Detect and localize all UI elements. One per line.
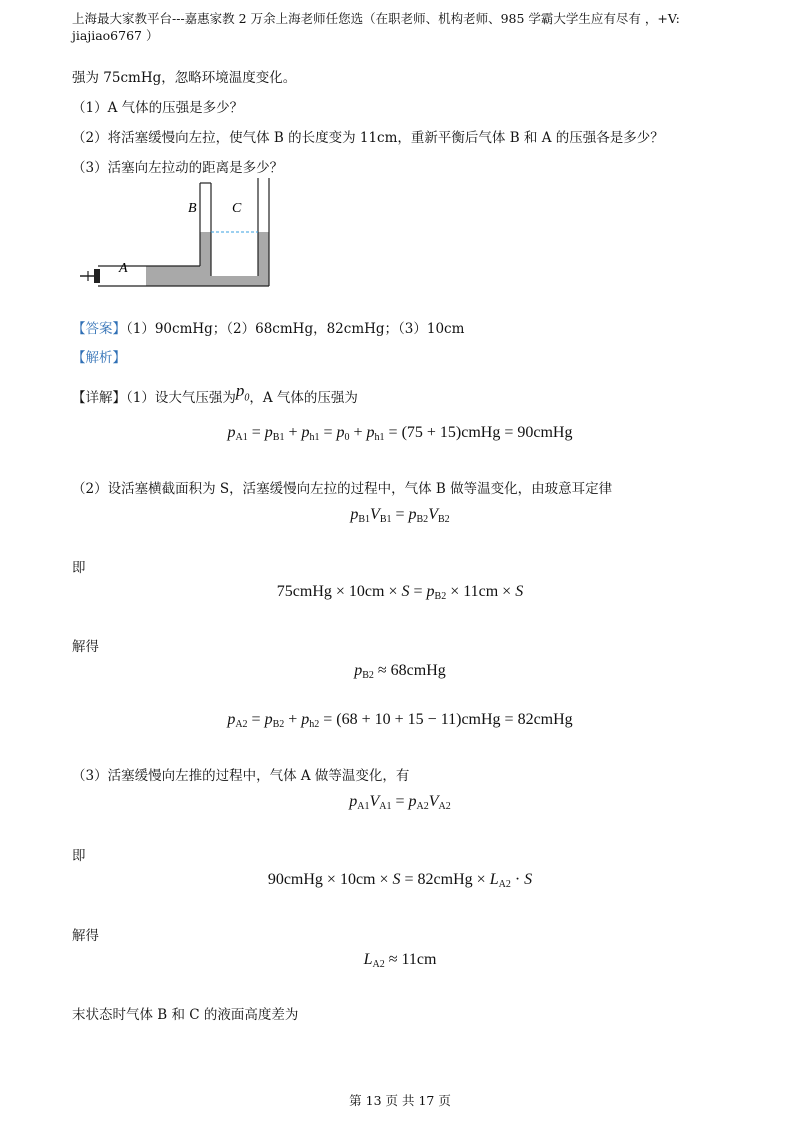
piston [94, 269, 100, 283]
detail-line-1 [72, 381, 358, 409]
detail-last-line: 末状态时气体 B 和 C 的液面高度差为 [72, 1007, 299, 1023]
ji-label-1: 即 [72, 560, 86, 576]
question-2: （2）将活塞缓慢向左拉，使气体 B 的长度变为 11cm，重新平衡后气体 B 和 A 的压强各是多少？ [72, 130, 664, 146]
equation-6: $p_{A1}V_{A1} = p_{A2}V_{A2}$ [349, 793, 451, 812]
question-1: （1）A 气体的压强是多少？ [72, 100, 244, 116]
detail-line-3: （3）活塞缓慢向左推的过程中，气体 A 做等温变化，有 [72, 768, 410, 784]
detail-line-1-before: （1）设大气压强为 [126, 390, 236, 406]
equation-3: 75cmHg × $10cm \times S = p_{B2} \times 11cm \times S$ [276, 583, 524, 602]
label-a: A [119, 261, 128, 276]
eq5-tail: = (68 + 10 + 15 − 11)cmHg = 82cmHg [319, 711, 573, 728]
eq3-mid: = [409, 583, 427, 600]
equation-8: $L_{A2} \approx 11cm$ [363, 951, 437, 970]
eq3-right: × 11cm × [446, 583, 516, 600]
eq3-left: 75cmHg × 10cm × [276, 583, 402, 600]
page-header: 上海最大家教平台---嘉惠家教 2 万余上海老师任您选（在职老师、机构老师、985 学霸大学生应有尽有 ，+V: jiajiao6767 ） [72, 11, 680, 43]
jiede-label-1: 解得 [72, 639, 99, 655]
jiede-label-2: 解得 [72, 928, 99, 944]
detail-line-1-after: ，A 气体的压强为 [249, 390, 358, 406]
equation-4: $p_{B2}$ ≈ 68cmHg [354, 662, 446, 681]
eq7-left: 90cmHg × 10cm × [267, 871, 393, 888]
mercury-fill [146, 232, 269, 286]
question-3: （3）活塞向左拉动的距离是多少？ [72, 160, 284, 176]
p0-symbol: $p_0$ [235, 381, 250, 404]
answer-tag: 【答案】 [72, 321, 126, 337]
page-footer: 第 13 页 共 17 页 [349, 1093, 451, 1108]
answer-line [72, 317, 464, 337]
problem-intro: 强为 75cmHg，忽略环境温度变化。 [72, 70, 297, 86]
answer-text: （1）90cmHg；（2）68cmHg，82cmHg；（3）10cm [126, 321, 465, 337]
analysis-tag: 【解析】 [72, 350, 126, 366]
equation-5: $p_{A2} = p_{B2} + p_{h2} = (68 + 10 + 15$ − 11)cmHg = 82cmHg [227, 711, 573, 730]
label-c: C [232, 201, 242, 216]
eq7-mid: = 82cmHg × [400, 871, 490, 888]
equation-2: $p_{B1}V_{B1} = p_{B2}V_{B2}$ [350, 506, 450, 525]
eq4-tail: ≈ 68cmHg [373, 662, 446, 679]
u-tube-diagram [76, 178, 276, 298]
eq8-tail: ≈ 11cm [384, 951, 437, 968]
equation-1: $p_{A1} = p_{B1} + p_{h1} = p_0 + p_{h1} = (75$ + 15)cmHg = 90cmHg [227, 424, 573, 443]
detail-line-2: （2）设活塞横截面积为 S，活塞缓慢向左拉的过程中，气体 B 做等温变化，由玻意耳定律 [72, 481, 613, 497]
eq1-tail: = (75 + 15)cmHg = 90cmHg [388, 424, 573, 441]
ji-label-2: 即 [72, 848, 86, 864]
equation-7: 90cmHg × 10cm × S = 82cmHg × $L_{A2} \cdot S$ [267, 871, 533, 890]
label-b: B [188, 201, 197, 216]
detail-tag: 【详解】 [72, 390, 126, 406]
